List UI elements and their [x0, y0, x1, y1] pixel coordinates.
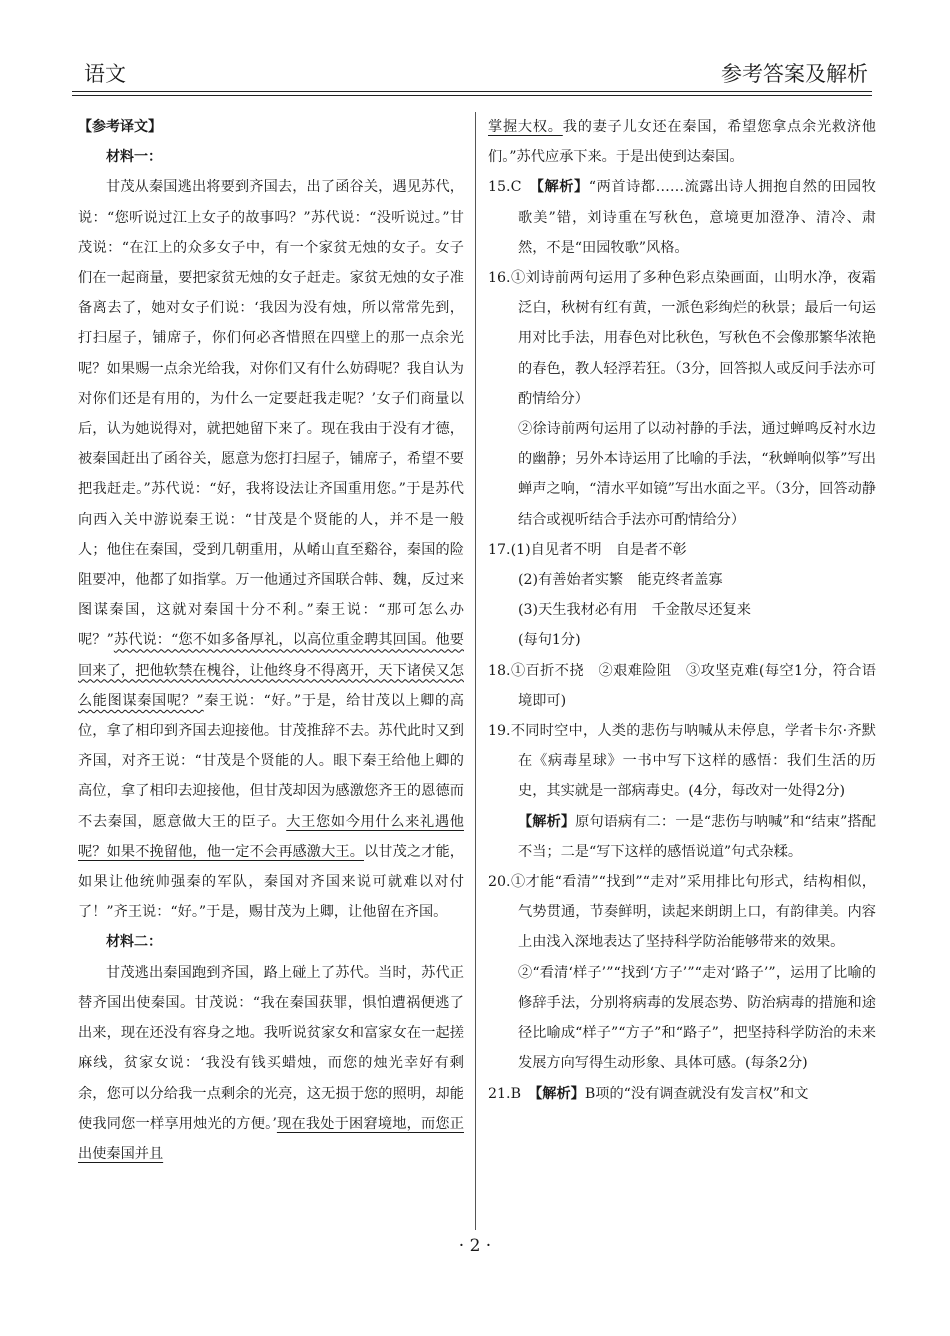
translation-continued	[488, 112, 876, 172]
q19-number: 19.	[488, 723, 511, 740]
section-label: 参考答案及解析	[721, 62, 868, 86]
translation-heading: 【参考译文】	[78, 119, 162, 135]
m2-underline: 现在我处于困窘境地，而您正出使秦国并且	[78, 1115, 464, 1162]
q15-analysis-tag: 【解析】	[536, 179, 589, 196]
m1-wavy-underline: 苏代说：“您不如多备厚礼，以高位重金聘其回国。他要回来了，把他软禁在槐谷，让他终身不得离开，天下诸侯又怎么能图谋秦国呢？”	[78, 632, 464, 709]
q20-point-1: ①才能“看清”“找到”“走对”采用排比句形式，结构相似，气势贯通，节奏鲜明，读起来朗朗上口，有韵律美。内容上由浅入深地表达了坚持科学防治能够带来的效果。	[510, 874, 876, 951]
q15-number: 15.C	[488, 179, 522, 196]
m1-text-a: 甘茂从秦国逃出将要到齐国去，出了函谷关，遇见苏代，说：“您听说过江上女子的故事吗？”苏代说：“没听说过。”甘茂说：“在江上的众多女子中，有一个家贫无烛的女子。女子们在一起商量，要把家贫无烛的女子赶走。家贫无烛的女子准备离去了，她对女子们说：‘我因为没有烛，所以常常先到，打扫屋子，铺席子，你们何必吝惜照在四壁上的那一点余光呢？如果赐一点余光给我，对你们又有什么妨碍呢？我自认为对你们还是有用的，为什么一定要赶我走呢？’女子们商量以后，认为她说得对，就把她留下来了。现在我由于没有才德，被秦国赶出了函谷关，愿意为您打扫屋子，铺席子，希望不要把我赶走。”苏代说：“好，我将设法让齐国重用您。”于是苏代向西入关中游说秦王说：“甘茂是个贤能的人，并不是一般人；他住在秦国，受到几朝重用，从崤山直至谿谷，秦国的险阻要冲，他都了如指掌。万一他通过齐国联合韩、魏，反过来图谋秦国，这就对秦国十分不利。”秦王说：“那可怎么办呢？”	[78, 179, 464, 649]
answer-18	[488, 656, 876, 716]
m1-text-c: 以甘茂之才能，如果让他统帅强秦的军队，秦国对齐国来说可就难以对付了！”齐王说：“好。”于是，赐甘茂为上卿，让他留在齐国。	[78, 843, 464, 921]
material-one-heading: 材料一：	[106, 149, 162, 166]
q21-number: 21.B	[488, 1085, 521, 1102]
answer-21	[488, 1079, 876, 1109]
q20-number: 20.	[488, 874, 511, 891]
material-two-heading: 材料二：	[106, 934, 162, 951]
q19-text: 不同时空中，人类的悲伤与呐喊从未停息，学者卡尔·齐默在《病毒星球》一书中写下这样的感悟：我们生活的历史，其实就是一部病毒史。(4分，每改对一处得2分)	[510, 723, 876, 800]
answer-17-line-2: (2)有善始者实繁 能克终者盖寡	[518, 572, 723, 589]
q17-number: 17.	[488, 541, 511, 558]
q16-number: 16.	[488, 270, 511, 287]
answer-17-line-3: (3)天生我材必有用 千金散尽还复来	[518, 602, 751, 619]
answer-20	[488, 867, 876, 958]
q21-text: B项的“没有调查就没有发言权”和文	[584, 1085, 809, 1102]
answer-19-analysis	[488, 807, 876, 867]
answer-17	[488, 535, 876, 565]
q18-number: 18.	[488, 662, 511, 679]
material-one-paragraph	[78, 172, 464, 927]
left-column	[78, 112, 464, 1169]
q15-text: “两首诗都……流露出诗人拥抱自然的田园牧歌美”错，刘诗重在写秋色，意境更加澄净、清冷、肃然，不是“田园牧歌”风格。	[518, 179, 876, 256]
answer-16	[488, 263, 876, 414]
header-rule	[72, 91, 872, 92]
answer-15	[488, 172, 876, 263]
cont-text: 我的妻子儿女还在秦国，希望您拿点余光救济他们。”苏代应承下来。于是出使到达秦国。	[488, 119, 876, 166]
header-rule-thin	[72, 95, 872, 96]
answer-20-point-2: ②“看清‘样子’”“找到‘方子’”“走对‘路子’”，运用了比喻的修辞手法，分别将病毒的发展态势、防治病毒的措施和途径比喻成“样子”“方子”和“路子”，把坚持科学防治的未来发展方向写得生动形象、具体可感。(每条2分)	[518, 964, 876, 1072]
page-header	[72, 58, 872, 94]
m1-text-b: 秦王说：“好。”于是，给甘茂以上卿的高位，拿了相印到齐国去迎接他。甘茂推辞不去。苏代此时又到齐国，对齐王说：“甘茂是个贤能的人。眼下秦王给他上卿的高位，拿了相印去迎接他，但甘茂却因为感激您齐王的恩德而不去秦国，愿意做大王的臣子。	[78, 692, 464, 830]
subject-label: 语文	[84, 62, 126, 86]
material-two-paragraph	[78, 958, 464, 1169]
q17-line-1: (1)自见者不明 自是者不彰	[510, 541, 687, 558]
q21-analysis-tag: 【解析】	[535, 1085, 585, 1102]
q19-explanation: 原句语病有二：一是“悲伤与呐喊”和“结束”搭配不当；二是“写下这样的感悟说道”句式杂糅。	[518, 813, 876, 860]
q19-analysis-tag: 【解析】	[518, 813, 576, 830]
page-number: · 2 ·	[458, 1236, 492, 1256]
answer-19	[488, 716, 876, 807]
answer-17-scoring: (每句1分)	[518, 632, 581, 649]
cont-underline: 掌握大权。	[488, 119, 563, 135]
right-column	[488, 112, 876, 1109]
q16-point-1: ①刘诗前两句运用了多种色彩点染画面，山明水净，夜霜泛白，秋树有红有黄，一派色彩绚烂的秋景；最后一句运用对比手法，用春色对比秋色，写秋色不会像那繁华浓艳的春色，教人轻浮若狂。（3分，回答拟人或反问手法亦可酌情给分）	[510, 270, 876, 407]
m1-underline: 大王您如今用什么来礼遇他呢？如果不挽留他，他一定不会再感激大王。	[78, 813, 464, 860]
m2-text-a: 甘茂逃出秦国跑到齐国，路上碰上了苏代。当时，苏代正替齐国出使秦国。甘茂说：“我在秦国获罪，惧怕遭祸便逃了出来，现在还没有容身之地。我听说贫家女和富家女在一起搓麻线，贫家女说：‘我没有钱买蜡烛，而您的烛光幸好有剩余，您可以分给我一点剩余的光亮，这无损于您的照明，却能使我同您一样享用烛光的方便。’	[78, 964, 464, 1132]
column-divider	[475, 112, 476, 1230]
answer-16-point-2: ②徐诗前两句运用了以动衬静的手法，通过蝉鸣反衬水边的幽静；另外本诗运用了比喻的手法，“秋蝉响似筝”写出蝉声之响，“清水平如镜”写出水面之平。（3分，回答动静结合或视听结合手法亦可酌情给分）	[518, 421, 876, 528]
q18-text: ①百折不挠 ②艰难险阻 ③攻坚克难(每空1分，符合语境即可)	[510, 662, 876, 709]
